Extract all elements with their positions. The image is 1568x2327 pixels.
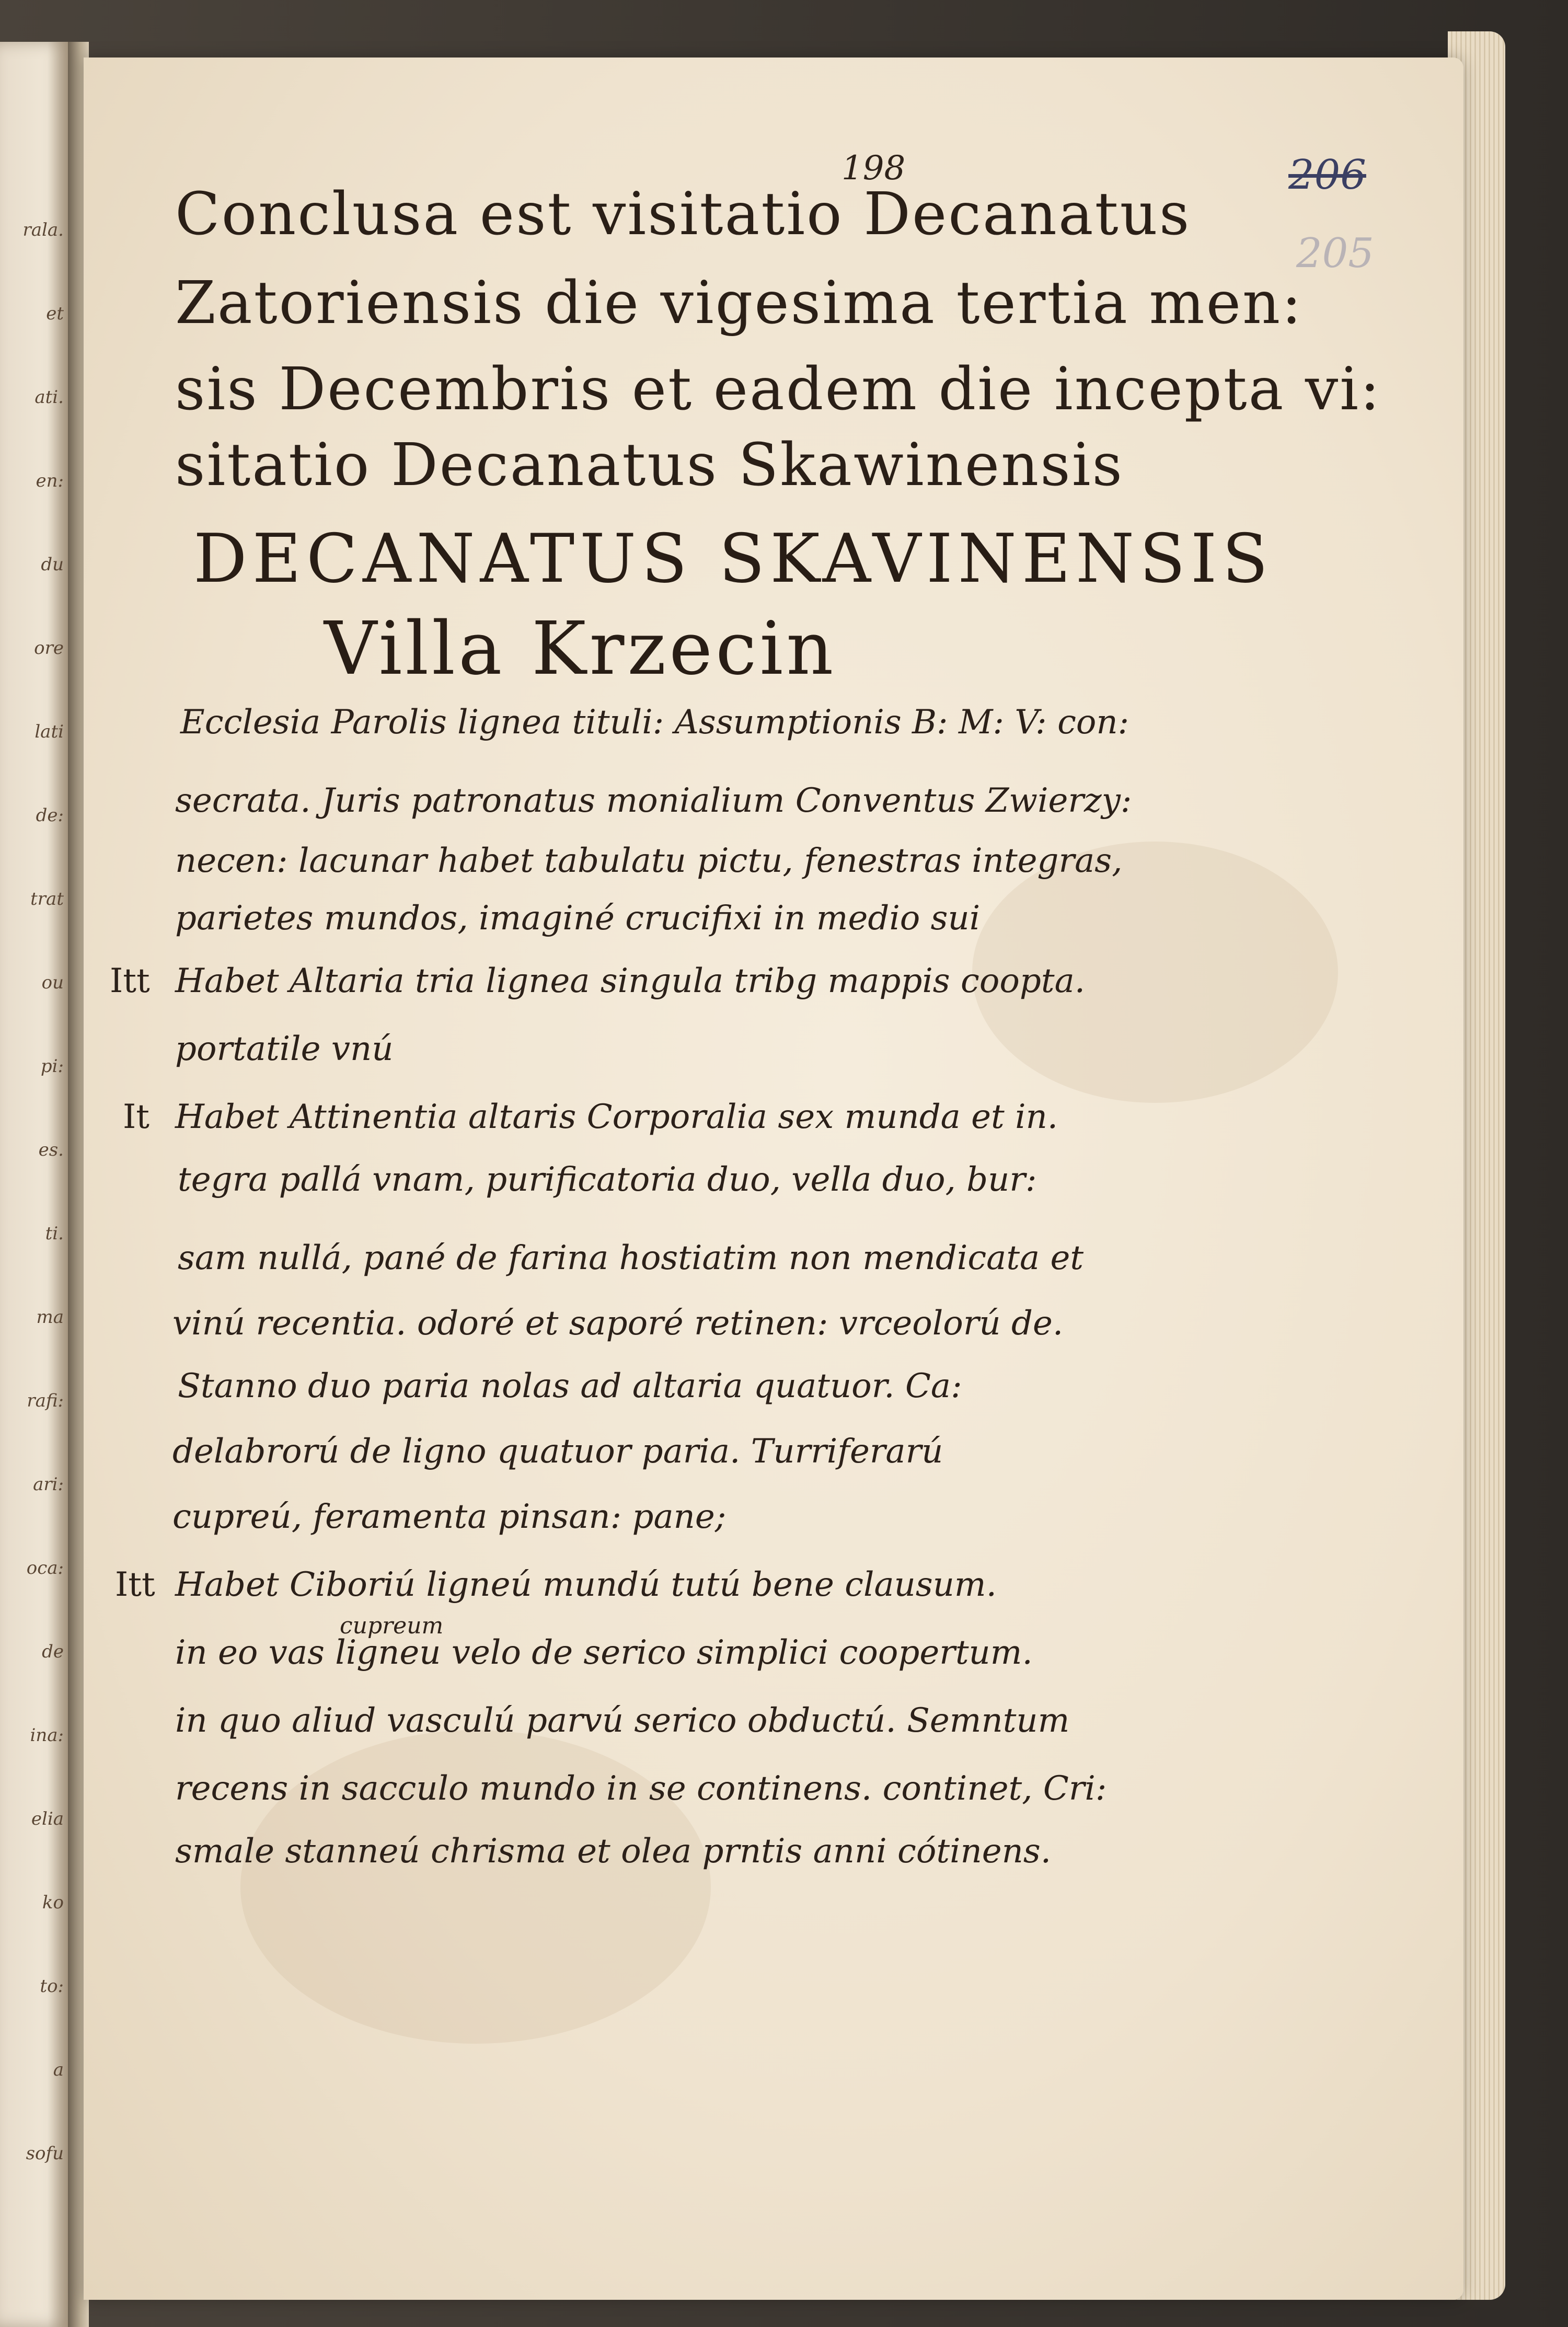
left-page-fragment: ina: <box>30 1725 64 1746</box>
left-page-fragment: du <box>41 554 64 575</box>
village-heading: Villa Krzecin <box>324 606 837 692</box>
folio-number: 206 <box>1288 152 1366 199</box>
left-page-fragment: a <box>53 2059 64 2080</box>
left-page-fragment: de <box>42 1641 64 1662</box>
interlinear-insertion: cupreum <box>340 1612 444 1639</box>
left-page-fragment: rafi: <box>27 1390 64 1411</box>
text-line: smale stanneú chrisma et olea prntis anni cótinens. <box>175 1832 1052 1871</box>
text-line: secrata. Juris patronatus monialium Conventus Zwierzy: <box>175 781 1132 820</box>
left-page-fragment: sofu <box>26 2143 64 2164</box>
text-line: Stanno duo paria nolas ad altaria quatuor. Ca: <box>178 1367 962 1406</box>
text-line: portatile vnú <box>175 1030 394 1068</box>
left-page-fragment: ma <box>36 1307 64 1328</box>
left-page-fragment: elia <box>31 1808 64 1829</box>
text-line: parietes mundos, imaginé crucifixi in medio sui <box>175 899 981 938</box>
left-page-fragment: ore <box>34 638 64 659</box>
text-line: cupreú, feramenta pinsan: pane; <box>172 1497 727 1536</box>
text-line: tegra pallá vnam, purificatoria duo, vella duo, bur: <box>178 1160 1037 1199</box>
left-page-fragment: ou <box>41 972 64 993</box>
intro-line: sis Decembris et eadem die incepta vi: <box>175 355 1381 423</box>
left-page-fragment: pi: <box>40 1056 64 1077</box>
page-number: 198 <box>841 149 906 188</box>
left-page-fragment: es. <box>38 1139 64 1160</box>
left-page-fragment: rala. <box>22 220 64 240</box>
left-page-fragment: ko <box>42 1892 64 1913</box>
intro-line: Conclusa est visitatio Decanatus <box>175 180 1191 248</box>
item-marker: Itt <box>115 1565 155 1604</box>
text-line: delabrorú de ligno quatuor paria. Turriferarú <box>172 1432 943 1471</box>
left-facing-page <box>0 42 68 2327</box>
left-page-fragment: et <box>46 303 64 324</box>
item-marker: It <box>123 1098 149 1136</box>
text-line: Habet Attinentia altaris Corporalia sex munda et in. <box>175 1098 1058 1136</box>
text-line: recens in sacculo mundo in se continens. continet, Cri: <box>175 1769 1107 1808</box>
left-page-fragment: ati. <box>34 387 64 408</box>
old-folio-number: 205 <box>1296 230 1374 277</box>
text-line: Habet Altaria tria lignea singula tribg mappis coopta. <box>175 962 1086 1000</box>
intro-line: Zatoriensis die vigesima tertia men: <box>175 269 1303 337</box>
text-line: Ecclesia Parolis lignea tituli: Assumptionis B: M: V: con: <box>180 703 1129 742</box>
left-page-fragment: trat <box>30 889 64 909</box>
intro-line: sitatio Decanatus Skawinensis <box>175 431 1124 499</box>
left-page-fragment: lati <box>34 721 64 742</box>
left-page-fragment: ari: <box>33 1474 64 1495</box>
left-page-fragment: en: <box>36 470 64 491</box>
text-line: Habet Ciboriú ligneú mundú tutú bene clausum. <box>175 1565 997 1604</box>
text-line: in quo aliud vasculú parvú serico obductú. Semntum <box>175 1701 1070 1740</box>
left-page-fragment: ti. <box>45 1223 64 1244</box>
left-page-fragment: de: <box>36 805 64 826</box>
text-line: sam nullá, pané de farina hostiatim non mendicata et <box>178 1239 1084 1277</box>
left-page-fragment: to: <box>40 1976 64 1997</box>
deanery-heading: DECANATUS SKAVINENSIS <box>193 520 1274 598</box>
text-line: necen: lacunar habet tabulatu pictu, fenestras integras, <box>175 842 1123 880</box>
left-page-fragment: oca: <box>26 1558 64 1579</box>
item-marker: Itt <box>110 962 150 1000</box>
text-line: vinú recentia. odoré et saporé retinen: vrceolorú de. <box>172 1304 1064 1343</box>
text-line: in eo vas ligneu velo de serico simplici coopertum. <box>175 1633 1033 1672</box>
